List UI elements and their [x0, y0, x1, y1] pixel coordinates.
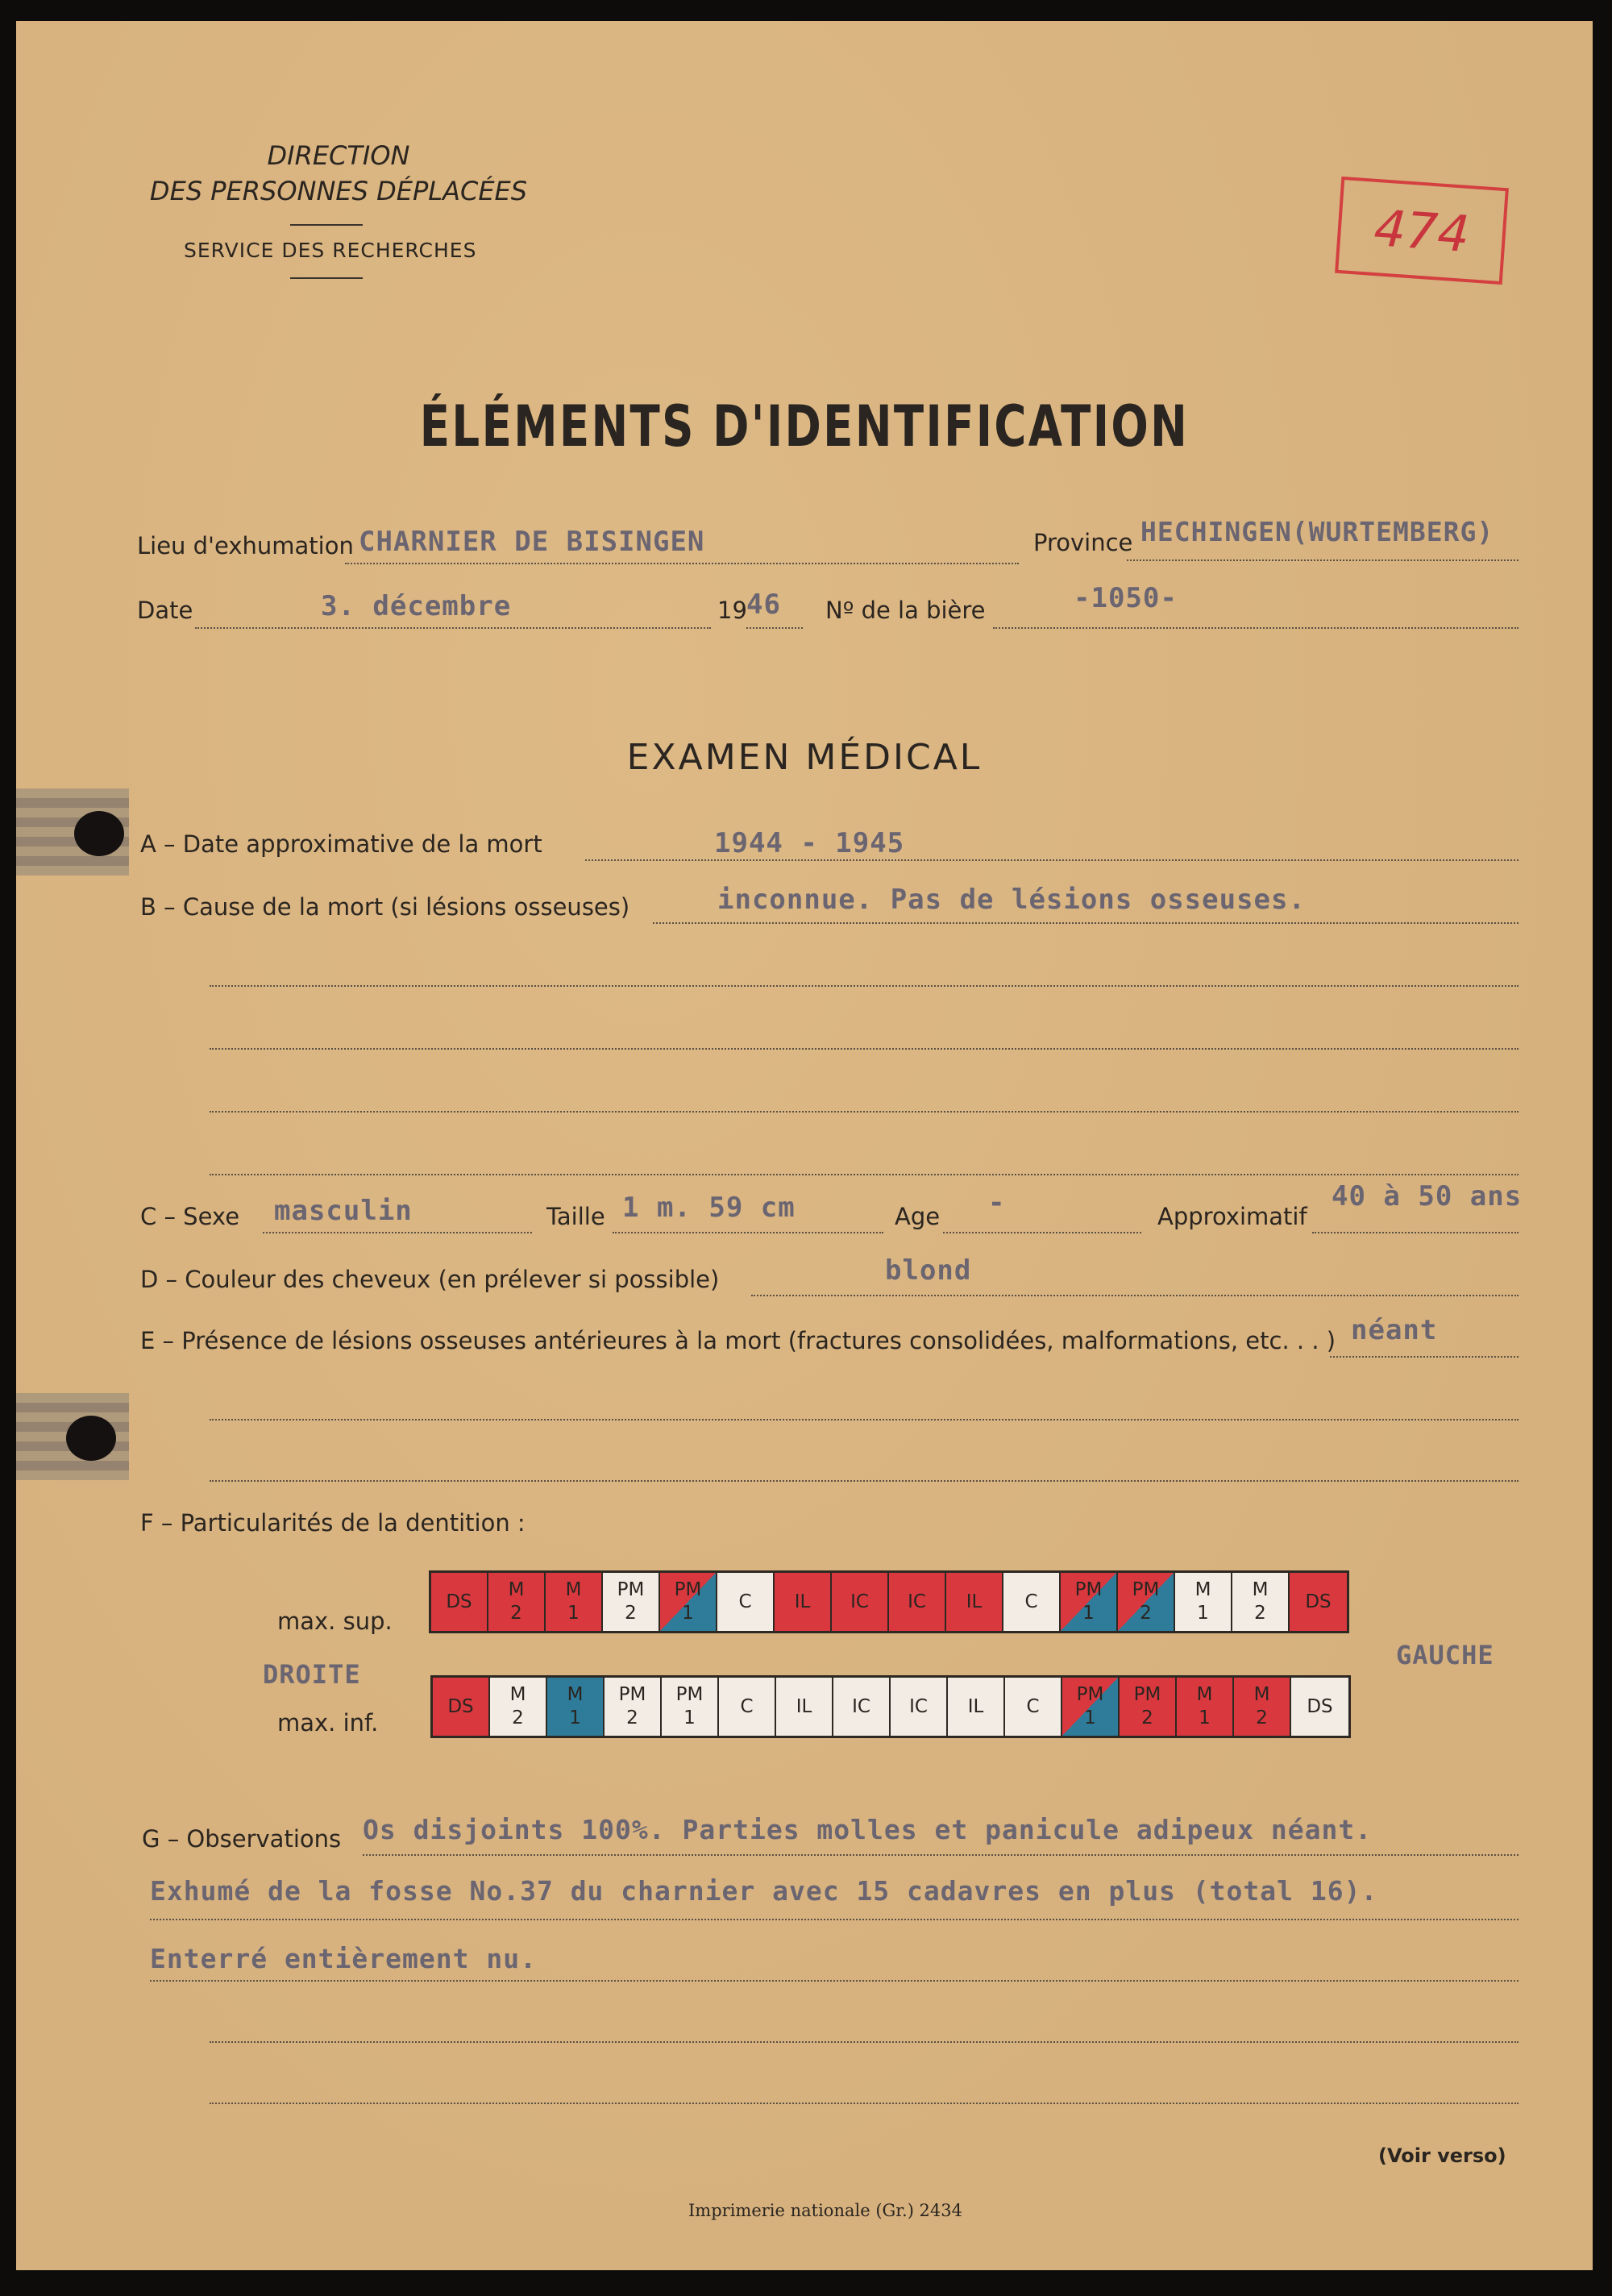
lower-tooth-8	[833, 1678, 891, 1736]
approx-value: 40 à 50 ans	[1332, 1180, 1523, 1212]
section-d-label: D – Couleur des cheveux (en prélever si possible)	[140, 1266, 720, 1293]
section-c-label: C – Sexe	[140, 1203, 240, 1230]
section-f-label: F – Particularités de la dentition :	[140, 1509, 526, 1537]
age-label: Age	[895, 1203, 941, 1230]
section-d-value: blond	[885, 1254, 972, 1287]
province-value: HECHINGEN(WURTEMBERG)	[1140, 516, 1494, 547]
punch-hole-bottom	[66, 1416, 116, 1461]
sexe-value: masculin	[274, 1195, 413, 1227]
section-e-extra-line-2	[210, 1480, 1519, 1482]
form-sheet	[16, 21, 1593, 2270]
upper-tooth-number: 1	[1082, 1603, 1095, 1624]
upper-tooth-number: 1	[682, 1603, 694, 1624]
section-e-extra-line-1	[210, 1419, 1519, 1420]
upper-tooth-label: DS	[446, 1591, 472, 1612]
biere-label: Nº de la bière	[825, 597, 986, 624]
org-line-1: DIRECTION	[267, 140, 410, 171]
section-b-label: B – Cause de la mort (si lésions osseuses)	[140, 893, 630, 921]
section-b-extra-line-2	[210, 1048, 1519, 1050]
upper-tooth-label: M	[508, 1579, 525, 1601]
upper-tooth-label: C	[738, 1591, 752, 1612]
upper-tooth-11	[1003, 1573, 1061, 1631]
lower-tooth-label: C	[1026, 1695, 1040, 1717]
approx-label: Approximatif	[1157, 1203, 1307, 1230]
taille-value: 1 m. 59 cm	[622, 1192, 796, 1224]
lower-tooth-2	[490, 1678, 547, 1736]
age-line	[943, 1232, 1141, 1233]
upper-tooth-13	[1118, 1573, 1175, 1631]
header-divider-1	[290, 224, 363, 226]
lower-tooth-label: IC	[909, 1695, 928, 1717]
droite-label: DROITE	[263, 1659, 361, 1690]
lower-tooth-label: IL	[796, 1695, 812, 1717]
lower-tooth-number: 1	[683, 1707, 696, 1728]
lower-teeth-chart	[430, 1675, 1351, 1738]
lower-tooth-3	[547, 1678, 604, 1736]
lower-tooth-number: 2	[626, 1707, 638, 1728]
taille-line	[613, 1232, 883, 1233]
lower-tooth-13	[1120, 1678, 1177, 1736]
section-e-label: E – Présence de lésions osseuses antérieures à la mort (fractures consolidées, malformations, etc. . . )	[140, 1327, 1336, 1354]
upper-tooth-label: M	[565, 1579, 582, 1601]
upper-tooth-2	[488, 1573, 546, 1631]
upper-tooth-number: 2	[1254, 1603, 1266, 1624]
gauche-label: GAUCHE	[1396, 1640, 1494, 1670]
province-label: Province	[1033, 529, 1133, 556]
age-value: -	[988, 1187, 1006, 1219]
approx-line	[1312, 1232, 1519, 1233]
punch-hole-top	[74, 811, 124, 856]
imprimerie-footer: Imprimerie nationale (Gr.) 2434	[688, 2201, 962, 2220]
section-g-label: G – Observations	[142, 1825, 342, 1853]
province-field-line	[1127, 559, 1519, 561]
date-value: 3. décembre	[321, 590, 512, 622]
section-e-line	[1330, 1356, 1519, 1358]
upper-tooth-8	[832, 1573, 889, 1631]
lower-jaw-label: max. inf.	[277, 1709, 379, 1737]
upper-tooth-label: M	[1194, 1579, 1211, 1601]
upper-tooth-number: 1	[567, 1603, 580, 1624]
section-g-line-5	[210, 2103, 1519, 2104]
section-a-value: 1944 - 1945	[714, 827, 905, 859]
service-label: SERVICE DES RECHERCHES	[184, 239, 477, 262]
year-field-line	[746, 627, 803, 629]
section-b-value: inconnue. Pas de lésions osseuses.	[717, 884, 1306, 916]
lower-tooth-label: DS	[447, 1695, 474, 1717]
upper-tooth-label: PM	[1132, 1579, 1160, 1601]
upper-tooth-label: IL	[966, 1591, 983, 1612]
lower-tooth-7	[776, 1678, 833, 1736]
section-g-line-2	[150, 1919, 1519, 1920]
lower-tooth-label: PM	[618, 1684, 646, 1706]
lower-tooth-5	[662, 1678, 719, 1736]
section-e-value: néant	[1351, 1314, 1438, 1346]
header-divider-2	[290, 277, 363, 279]
date-label: Date	[137, 597, 193, 624]
section-g-line-3	[150, 1980, 1519, 1982]
upper-teeth-chart	[429, 1570, 1349, 1633]
upper-tooth-number: 2	[1140, 1603, 1152, 1624]
lower-tooth-number: 2	[1141, 1707, 1153, 1728]
section-g-line-1	[363, 1854, 1519, 1856]
lower-tooth-label: M	[567, 1684, 584, 1706]
observations-line-1: Os disjoints 100%. Parties molles et panicule adipeux néant.	[363, 1814, 1373, 1845]
section-b-line	[653, 922, 1519, 924]
upper-tooth-label: PM	[1074, 1579, 1103, 1601]
upper-tooth-5	[660, 1573, 717, 1631]
lower-tooth-16	[1291, 1678, 1348, 1736]
lower-tooth-label: M	[509, 1684, 526, 1706]
org-line-2: DES PERSONNES DÉPLACÉES	[149, 176, 528, 206]
upper-tooth-3	[546, 1573, 603, 1631]
upper-tooth-9	[889, 1573, 946, 1631]
lower-tooth-12	[1062, 1678, 1120, 1736]
form-title: ÉLÉMENTS D'IDENTIFICATION	[419, 393, 1190, 460]
upper-tooth-16	[1290, 1573, 1347, 1631]
lower-tooth-label: M	[1196, 1684, 1213, 1706]
record-number-stamp: 474	[1335, 177, 1509, 285]
lieu-value: CHARNIER DE BISINGEN	[359, 526, 705, 558]
lower-tooth-9	[891, 1678, 948, 1736]
section-b-extra-line-3	[210, 1111, 1519, 1113]
lower-tooth-label: PM	[675, 1684, 704, 1706]
lower-tooth-15	[1234, 1678, 1291, 1736]
upper-tooth-label: IL	[794, 1591, 811, 1612]
lower-tooth-number: 1	[569, 1707, 581, 1728]
lower-tooth-label: PM	[1076, 1684, 1104, 1706]
taille-label: Taille	[546, 1203, 605, 1230]
upper-tooth-15	[1232, 1573, 1290, 1631]
biere-value: -1050-	[1074, 582, 1178, 614]
section-a-line	[585, 859, 1519, 861]
upper-jaw-label: max. sup.	[277, 1608, 393, 1635]
upper-tooth-6	[717, 1573, 775, 1631]
lower-tooth-14	[1177, 1678, 1234, 1736]
upper-tooth-7	[775, 1573, 832, 1631]
year-prefix: 19	[717, 597, 747, 624]
lieu-label: Lieu d'exhumation	[137, 532, 354, 559]
upper-tooth-label: PM	[674, 1579, 702, 1601]
upper-tooth-number: 1	[1197, 1603, 1209, 1624]
section-a-label: A – Date approximative de la mort	[140, 830, 542, 858]
lower-tooth-4	[604, 1678, 662, 1736]
lieu-field-line	[345, 563, 1019, 564]
upper-tooth-label: PM	[617, 1579, 645, 1601]
lower-tooth-6	[719, 1678, 776, 1736]
upper-tooth-number: 2	[510, 1603, 522, 1624]
section-b-extra-line-4	[210, 1174, 1519, 1175]
upper-tooth-label: IC	[908, 1591, 926, 1612]
exam-title: EXAMEN MÉDICAL	[626, 737, 983, 778]
upper-tooth-10	[946, 1573, 1003, 1631]
upper-tooth-label: M	[1252, 1579, 1269, 1601]
observations-line-2: Exhumé de la fosse No.37 du charnier avec 15 cadavres en plus (total 16).	[150, 1875, 1378, 1907]
upper-tooth-12	[1061, 1573, 1118, 1631]
lower-tooth-number: 2	[512, 1707, 524, 1728]
upper-tooth-number: 2	[625, 1603, 637, 1624]
observations-line-3: Enterré entièrement nu.	[150, 1943, 537, 1974]
lower-tooth-label: IC	[852, 1695, 870, 1717]
lower-tooth-label: M	[1253, 1684, 1270, 1706]
section-d-line	[751, 1295, 1519, 1296]
upper-tooth-label: DS	[1305, 1591, 1332, 1612]
year-value: 46	[746, 589, 781, 621]
upper-tooth-4	[603, 1573, 660, 1631]
lower-tooth-number: 1	[1199, 1707, 1211, 1728]
biere-field-line	[993, 627, 1519, 629]
lower-tooth-label: DS	[1307, 1695, 1333, 1717]
lower-tooth-label: IL	[967, 1695, 984, 1717]
voir-verso: (Voir verso)	[1378, 2144, 1506, 2167]
lower-tooth-number: 1	[1084, 1707, 1096, 1728]
upper-tooth-label: C	[1024, 1591, 1038, 1612]
lower-tooth-number: 2	[1256, 1707, 1268, 1728]
lower-tooth-label: C	[740, 1695, 754, 1717]
sexe-line	[263, 1232, 532, 1233]
section-b-extra-line-1	[210, 985, 1519, 987]
lower-tooth-10	[948, 1678, 1005, 1736]
upper-tooth-label: IC	[850, 1591, 869, 1612]
upper-tooth-1	[431, 1573, 488, 1631]
section-g-line-4	[210, 2041, 1519, 2043]
lower-tooth-1	[433, 1678, 490, 1736]
lower-tooth-11	[1005, 1678, 1062, 1736]
lower-tooth-label: PM	[1133, 1684, 1161, 1706]
date-field-line	[195, 627, 711, 629]
upper-tooth-14	[1175, 1573, 1232, 1631]
